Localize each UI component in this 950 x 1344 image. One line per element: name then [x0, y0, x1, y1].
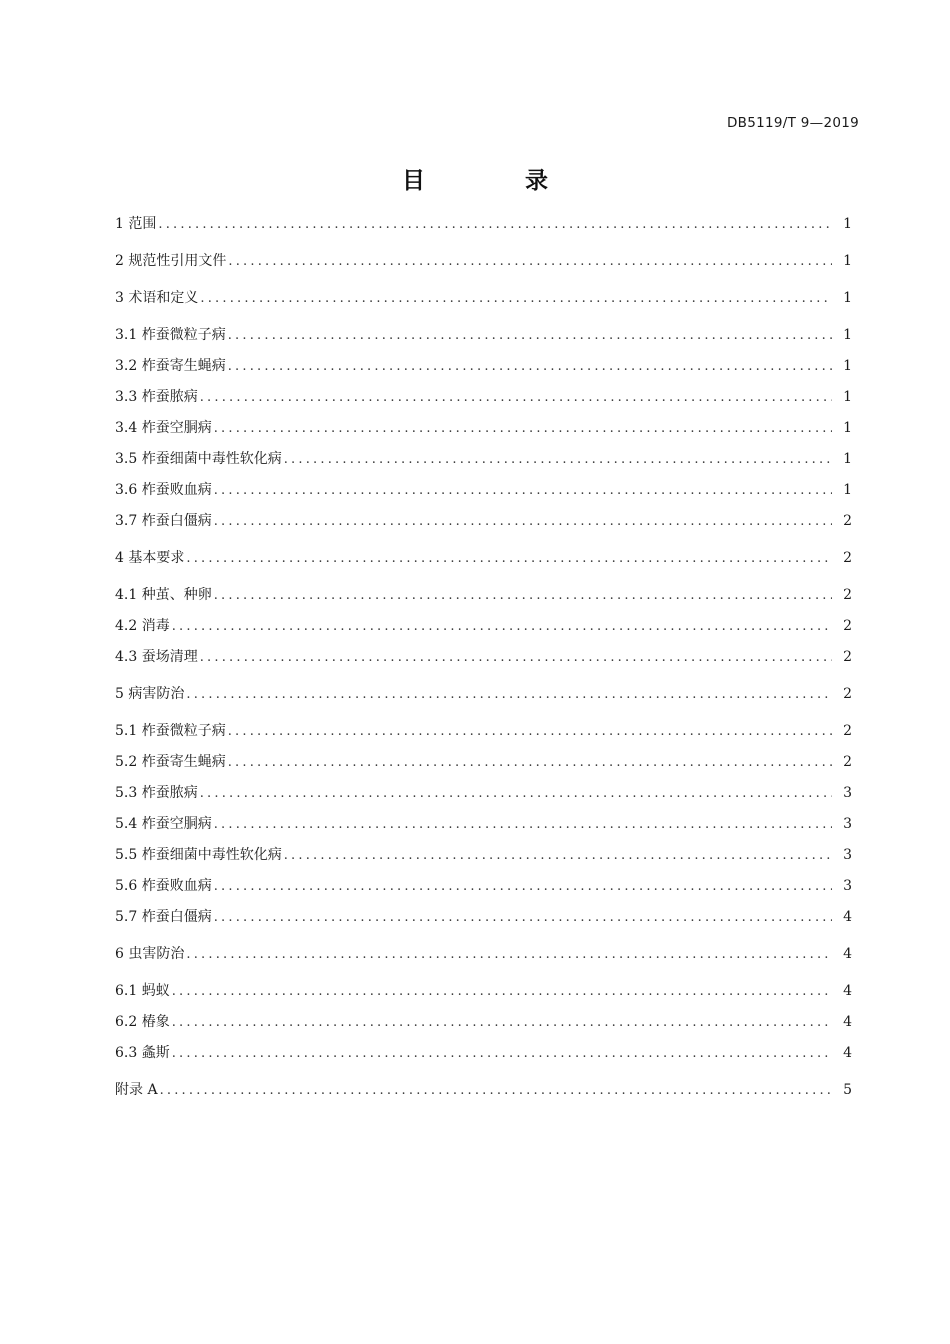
toc-entry-page: 2: [843, 587, 852, 603]
toc-entry[interactable]: [115, 978, 852, 1009]
toc-entry-label: 1 范围: [115, 216, 157, 232]
toc-entry-page: 4: [843, 983, 852, 999]
dot-leader: [214, 583, 832, 609]
toc-entry-label: 5.7 柞蚕白僵病: [115, 909, 212, 925]
toc-entry-label: 3.6 柞蚕败血病: [115, 482, 212, 498]
dot-leader: [284, 447, 832, 473]
dot-leader: [228, 323, 832, 349]
dot-leader: [228, 750, 832, 776]
dot-leader: [200, 645, 832, 671]
dot-leader: [186, 682, 832, 708]
toc-entry-page: 5: [843, 1082, 852, 1098]
toc-entry-label: 3.7 柞蚕白僵病: [115, 513, 212, 529]
toc-entry-label: 6.1 蚂蚁: [115, 983, 170, 999]
toc-entry[interactable]: [115, 873, 852, 904]
toc-entry-label: 3.1 柞蚕微粒子病: [115, 327, 226, 343]
toc-entry-page: 1: [843, 327, 852, 343]
toc-entry[interactable]: [115, 353, 852, 384]
dot-leader: [214, 416, 832, 442]
dot-leader: [200, 781, 832, 807]
toc-entry-page: 2: [843, 754, 852, 770]
toc-entry-page: 3: [843, 878, 852, 894]
toc-entry[interactable]: [115, 545, 852, 576]
toc-entry-label: 附录 A: [115, 1082, 158, 1098]
toc-entry-page: 2: [843, 686, 852, 702]
toc-entry-label: 3.5 柞蚕细菌中毒性软化病: [115, 451, 282, 467]
dot-leader: [158, 212, 832, 238]
toc-entry-page: 1: [843, 482, 852, 498]
toc-entry-label: 4.1 种茧、种卵: [115, 587, 212, 603]
toc-entry-page: 1: [843, 290, 852, 306]
toc-entry[interactable]: [115, 644, 852, 675]
toc-entry-label: 3 术语和定义: [115, 290, 199, 306]
toc-entry-page: 4: [843, 909, 852, 925]
toc-entry-label: 3.2 柞蚕寄生蝇病: [115, 358, 226, 374]
toc-entry[interactable]: [115, 1077, 852, 1108]
dot-leader: [172, 1041, 832, 1067]
toc-entry-page: 1: [843, 216, 852, 232]
toc-entry-page: 3: [843, 785, 852, 801]
toc-entry[interactable]: [115, 811, 852, 842]
toc-entry-page: 4: [843, 946, 852, 962]
dot-leader: [186, 942, 832, 968]
toc-entry-page: 2: [843, 513, 852, 529]
toc-entry-page: 1: [843, 451, 852, 467]
toc-entry-page: 2: [843, 550, 852, 566]
toc-entry[interactable]: [115, 582, 852, 613]
toc-entry[interactable]: [115, 749, 852, 780]
toc-entry[interactable]: [115, 415, 852, 446]
toc-entry[interactable]: [115, 477, 852, 508]
toc-entry-label: 5.3 柞蚕脓病: [115, 785, 198, 801]
toc-entry-page: 1: [843, 253, 852, 269]
dot-leader: [172, 1010, 832, 1036]
toc-entry-label: 6.2 椿象: [115, 1014, 170, 1030]
toc-entry-page: 3: [843, 816, 852, 832]
dot-leader: [228, 354, 832, 380]
toc-entry[interactable]: [115, 1009, 852, 1040]
toc-entry[interactable]: [115, 508, 852, 539]
toc-entry-label: 6 虫害防治: [115, 946, 185, 962]
toc-title: 目 录: [401, 168, 594, 194]
toc-entry-page: 3: [843, 847, 852, 863]
dot-leader: [214, 905, 832, 931]
toc-entry-label: 5.4 柞蚕空胴病: [115, 816, 212, 832]
toc-entry[interactable]: [115, 384, 852, 415]
dot-leader: [214, 812, 832, 838]
toc-entry-page: 1: [843, 389, 852, 405]
toc-entry[interactable]: [115, 904, 852, 935]
toc-entry[interactable]: [115, 322, 852, 353]
toc-entry-label: 3.3 柞蚕脓病: [115, 389, 198, 405]
dot-leader: [214, 509, 832, 535]
toc-entry-label: 4 基本要求: [115, 550, 185, 566]
toc-entry[interactable]: [115, 941, 852, 972]
toc-entry[interactable]: [115, 285, 852, 316]
dot-leader: [200, 385, 832, 411]
table-of-contents: [115, 211, 852, 1108]
dot-leader: [200, 286, 832, 312]
toc-entry-page: 4: [843, 1014, 852, 1030]
dot-leader: [214, 478, 832, 504]
dot-leader: [160, 1078, 832, 1104]
toc-entry-page: 2: [843, 618, 852, 634]
dot-leader: [284, 843, 832, 869]
toc-entry-page: 2: [843, 723, 852, 739]
dot-leader: [186, 546, 832, 572]
toc-entry[interactable]: [115, 248, 852, 279]
toc-entry[interactable]: [115, 1040, 852, 1071]
dot-leader: [228, 249, 832, 275]
toc-entry-label: 6.3 螽斯: [115, 1045, 170, 1061]
toc-entry-label: 3.4 柞蚕空胴病: [115, 420, 212, 436]
toc-entry-page: 1: [843, 358, 852, 374]
toc-entry-label: 5.2 柞蚕寄生蝇病: [115, 754, 226, 770]
toc-entry-label: 2 规范性引用文件: [115, 253, 227, 269]
dot-leader: [172, 614, 832, 640]
toc-entry[interactable]: [115, 780, 852, 811]
toc-entry-label: 5.6 柞蚕败血病: [115, 878, 212, 894]
toc-entry-label: 4.3 蚕场清理: [115, 649, 198, 665]
toc-entry[interactable]: [115, 211, 852, 242]
toc-entry[interactable]: [115, 842, 852, 873]
toc-entry[interactable]: [115, 681, 852, 712]
dot-leader: [172, 979, 832, 1005]
toc-entry-label: 5.5 柞蚕细菌中毒性软化病: [115, 847, 282, 863]
toc-entry-page: 4: [843, 1045, 852, 1061]
document-code: DB5119/T 9—2019: [726, 115, 859, 131]
toc-entry[interactable]: [115, 613, 852, 644]
toc-entry-page: 2: [843, 649, 852, 665]
toc-entry-label: 4.2 消毒: [115, 618, 170, 634]
toc-entry[interactable]: [115, 446, 852, 477]
toc-entry[interactable]: [115, 718, 852, 749]
toc-entry-label: 5 病害防治: [115, 686, 185, 702]
dot-leader: [228, 719, 832, 745]
toc-entry-page: 1: [843, 420, 852, 436]
toc-entry-label: 5.1 柞蚕微粒子病: [115, 723, 226, 739]
dot-leader: [214, 874, 832, 900]
